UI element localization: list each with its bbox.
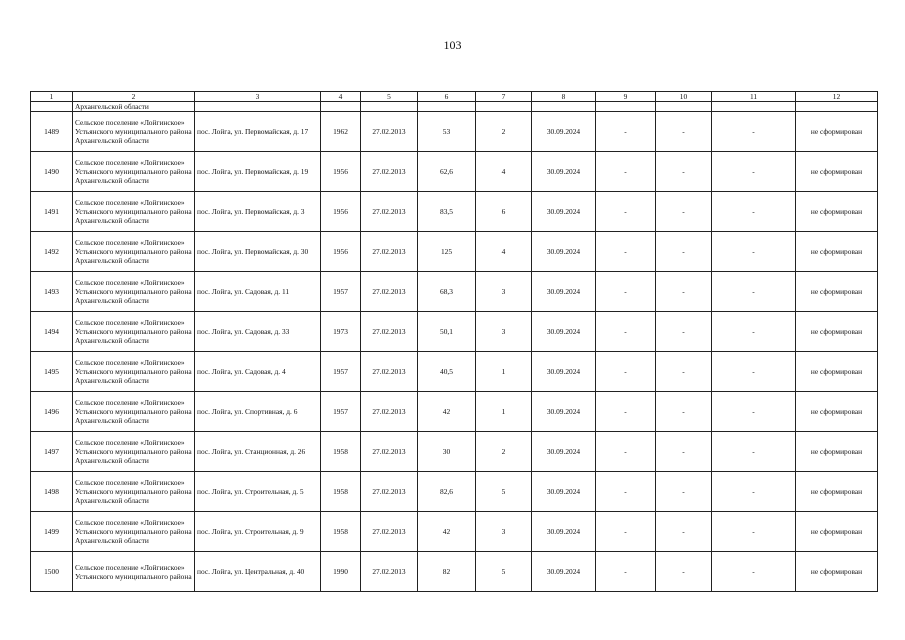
count-cell: 2	[476, 112, 532, 152]
owner-cell: Сельское поселение «Лойгинское» Устьянского муниципального района Архангельской области	[73, 312, 195, 352]
address-cell: пос. Лойга, ул. Первомайская, д. 3	[195, 192, 321, 232]
date-cell: 27.02.2013	[361, 232, 418, 272]
column-11-cell: -	[712, 432, 796, 472]
area-cell: 62,6	[418, 152, 476, 192]
count-cell: 4	[476, 232, 532, 272]
area-cell: 42	[418, 392, 476, 432]
row-number-cell: 1497	[31, 432, 73, 472]
column-header: 4	[321, 92, 361, 102]
count-cell: 3	[476, 512, 532, 552]
owner-cell: Архангельской области	[73, 102, 195, 112]
date-cell: 27.02.2013	[361, 352, 418, 392]
status-cell: не сформирован	[796, 512, 878, 552]
table-row	[31, 272, 878, 312]
area-cell: 125	[418, 232, 476, 272]
address-cell: пос. Лойга, ул. Первомайская, д. 19	[195, 152, 321, 192]
deadline-cell: 30.09.2024	[532, 232, 596, 272]
row-number-cell: 1496	[31, 392, 73, 432]
area-cell: 40,5	[418, 352, 476, 392]
status-cell: не сформирован	[796, 312, 878, 352]
count-cell: 2	[476, 432, 532, 472]
column-9-cell: -	[596, 392, 656, 432]
owner-cell: Сельское поселение «Лойгинское» Устьянского муниципального района Архангельской области	[73, 232, 195, 272]
column-9-cell: -	[596, 152, 656, 192]
column-9-cell: -	[596, 352, 656, 392]
table-row	[31, 392, 878, 432]
deadline-cell: 30.09.2024	[532, 192, 596, 232]
row-number-cell: 1493	[31, 272, 73, 312]
status-cell: не сформирован	[796, 472, 878, 512]
table-row	[31, 192, 878, 232]
column-header: 2	[73, 92, 195, 102]
date-cell: 27.02.2013	[361, 152, 418, 192]
address-cell: пос. Лойга, ул. Спортивная, д. 6	[195, 392, 321, 432]
address-cell: пос. Лойга, ул. Строительная, д. 5	[195, 472, 321, 512]
column-10-cell: -	[656, 192, 712, 232]
status-cell: не сформирован	[796, 432, 878, 472]
address-cell: пос. Лойга, ул. Первомайская, д. 17	[195, 112, 321, 152]
address-cell: пос. Лойга, ул. Садовая, д. 33	[195, 312, 321, 352]
column-9-cell: -	[596, 112, 656, 152]
owner-cell: Сельское поселение «Лойгинское» Устьянского муниципального района Архангельской области	[73, 152, 195, 192]
column-9-cell: -	[596, 192, 656, 232]
status-cell: не сформирован	[796, 352, 878, 392]
table-row	[31, 112, 878, 152]
count-cell: 6	[476, 192, 532, 232]
count-cell: 3	[476, 312, 532, 352]
column-10-cell: -	[656, 472, 712, 512]
column-header: 12	[796, 92, 878, 102]
table-row	[31, 512, 878, 552]
owner-cell: Сельское поселение «Лойгинское» Устьянского муниципального района Архангельской области	[73, 472, 195, 512]
year-cell: 1962	[321, 112, 361, 152]
row-number-cell: 1495	[31, 352, 73, 392]
address-cell: пос. Лойга, ул. Центральная, д. 40	[195, 552, 321, 592]
column-11-cell: -	[712, 552, 796, 592]
address-cell: пос. Лойга, ул. Садовая, д. 4	[195, 352, 321, 392]
deadline-cell: 30.09.2024	[532, 472, 596, 512]
area-cell: 30	[418, 432, 476, 472]
owner-cell: Сельское поселение «Лойгинское» Устьянского муниципального района Архангельской области	[73, 272, 195, 312]
deadline-cell: 30.09.2024	[532, 512, 596, 552]
column-11-cell: -	[712, 392, 796, 432]
year-cell: 1956	[321, 232, 361, 272]
owner-cell: Сельское поселение «Лойгинское» Устьянского муниципального района Архангельской области	[73, 432, 195, 472]
table-row	[31, 472, 878, 512]
status-cell: не сформирован	[796, 232, 878, 272]
column-9-cell: -	[596, 432, 656, 472]
continuation-row	[31, 102, 878, 112]
year-cell: 1973	[321, 312, 361, 352]
owner-cell: Сельское поселение «Лойгинское» Устьянского муниципального района	[73, 552, 195, 592]
date-cell: 27.02.2013	[361, 312, 418, 352]
column-10-cell: -	[656, 432, 712, 472]
year-cell: 1958	[321, 512, 361, 552]
column-9-cell: -	[596, 472, 656, 512]
column-10-cell: -	[656, 112, 712, 152]
year-cell: 1957	[321, 392, 361, 432]
area-cell: 82	[418, 552, 476, 592]
column-number-row	[31, 92, 878, 102]
column-9-cell: -	[596, 272, 656, 312]
housing-registry-table	[30, 91, 878, 592]
date-cell: 27.02.2013	[361, 552, 418, 592]
table-row	[31, 552, 878, 592]
deadline-cell: 30.09.2024	[532, 552, 596, 592]
area-cell: 83,5	[418, 192, 476, 232]
column-header: 1	[31, 92, 73, 102]
status-cell: не сформирован	[796, 112, 878, 152]
column-10-cell: -	[656, 312, 712, 352]
address-cell: пос. Лойга, ул. Садовая, д. 11	[195, 272, 321, 312]
row-number-cell: 1499	[31, 512, 73, 552]
row-number-cell: 1492	[31, 232, 73, 272]
year-cell: 1958	[321, 472, 361, 512]
column-header: 7	[476, 92, 532, 102]
deadline-cell: 30.09.2024	[532, 152, 596, 192]
table-row	[31, 432, 878, 472]
column-header: 10	[656, 92, 712, 102]
column-11-cell: -	[712, 112, 796, 152]
count-cell: 1	[476, 392, 532, 432]
column-11-cell: -	[712, 152, 796, 192]
column-header: 3	[195, 92, 321, 102]
count-cell: 3	[476, 272, 532, 312]
column-11-cell: -	[712, 312, 796, 352]
address-cell: пос. Лойга, ул. Первомайская, д. 30	[195, 232, 321, 272]
column-10-cell: -	[656, 272, 712, 312]
area-cell: 42	[418, 512, 476, 552]
count-cell: 4	[476, 152, 532, 192]
column-11-cell: -	[712, 512, 796, 552]
address-cell: пос. Лойга, ул. Станционная, д. 26	[195, 432, 321, 472]
address-cell: пос. Лойга, ул. Строительная, д. 9	[195, 512, 321, 552]
column-10-cell: -	[656, 512, 712, 552]
table-row	[31, 312, 878, 352]
owner-cell: Сельское поселение «Лойгинское» Устьянского муниципального района Архангельской области	[73, 512, 195, 552]
area-cell: 50,1	[418, 312, 476, 352]
year-cell: 1958	[321, 432, 361, 472]
column-header: 11	[712, 92, 796, 102]
count-cell: 1	[476, 352, 532, 392]
area-cell: 68,3	[418, 272, 476, 312]
deadline-cell: 30.09.2024	[532, 352, 596, 392]
area-cell: 53	[418, 112, 476, 152]
deadline-cell: 30.09.2024	[532, 312, 596, 352]
row-number-cell: 1491	[31, 192, 73, 232]
date-cell: 27.02.2013	[361, 472, 418, 512]
column-11-cell: -	[712, 232, 796, 272]
column-10-cell: -	[656, 552, 712, 592]
row-number-cell: 1489	[31, 112, 73, 152]
owner-cell: Сельское поселение «Лойгинское» Устьянского муниципального района Архангельской области	[73, 392, 195, 432]
date-cell: 27.02.2013	[361, 392, 418, 432]
date-cell: 27.02.2013	[361, 272, 418, 312]
date-cell: 27.02.2013	[361, 192, 418, 232]
table-row	[31, 352, 878, 392]
column-11-cell: -	[712, 272, 796, 312]
count-cell: 5	[476, 552, 532, 592]
deadline-cell: 30.09.2024	[532, 432, 596, 472]
column-10-cell: -	[656, 352, 712, 392]
status-cell: не сформирован	[796, 272, 878, 312]
deadline-cell: 30.09.2024	[532, 272, 596, 312]
owner-cell: Сельское поселение «Лойгинское» Устьянского муниципального района Архангельской области	[73, 112, 195, 152]
table-row	[31, 232, 878, 272]
column-header: 8	[532, 92, 596, 102]
column-header: 6	[418, 92, 476, 102]
column-9-cell: -	[596, 232, 656, 272]
column-11-cell: -	[712, 472, 796, 512]
column-10-cell: -	[656, 232, 712, 272]
count-cell: 5	[476, 472, 532, 512]
deadline-cell: 30.09.2024	[532, 392, 596, 432]
date-cell: 27.02.2013	[361, 112, 418, 152]
page-number: 103	[443, 38, 462, 52]
column-header: 5	[361, 92, 418, 102]
year-cell: 1956	[321, 152, 361, 192]
row-number-cell: 1490	[31, 152, 73, 192]
row-number-cell: 1498	[31, 472, 73, 512]
column-10-cell: -	[656, 152, 712, 192]
status-cell: не сформирован	[796, 192, 878, 232]
row-number-cell: 1500	[31, 552, 73, 592]
column-9-cell: -	[596, 512, 656, 552]
date-cell: 27.02.2013	[361, 512, 418, 552]
date-cell: 27.02.2013	[361, 432, 418, 472]
year-cell: 1956	[321, 192, 361, 232]
column-11-cell: -	[712, 192, 796, 232]
deadline-cell: 30.09.2024	[532, 112, 596, 152]
year-cell: 1957	[321, 272, 361, 312]
area-cell: 82,6	[418, 472, 476, 512]
status-cell: не сформирован	[796, 392, 878, 432]
column-9-cell: -	[596, 552, 656, 592]
year-cell: 1990	[321, 552, 361, 592]
owner-cell: Сельское поселение «Лойгинское» Устьянского муниципального района Архангельской области	[73, 352, 195, 392]
column-11-cell: -	[712, 352, 796, 392]
column-10-cell: -	[656, 392, 712, 432]
column-header: 9	[596, 92, 656, 102]
column-9-cell: -	[596, 312, 656, 352]
status-cell: не сформирован	[796, 552, 878, 592]
table-row	[31, 152, 878, 192]
owner-cell: Сельское поселение «Лойгинское» Устьянского муниципального района Архангельской области	[73, 192, 195, 232]
year-cell: 1957	[321, 352, 361, 392]
row-number-cell: 1494	[31, 312, 73, 352]
status-cell: не сформирован	[796, 152, 878, 192]
